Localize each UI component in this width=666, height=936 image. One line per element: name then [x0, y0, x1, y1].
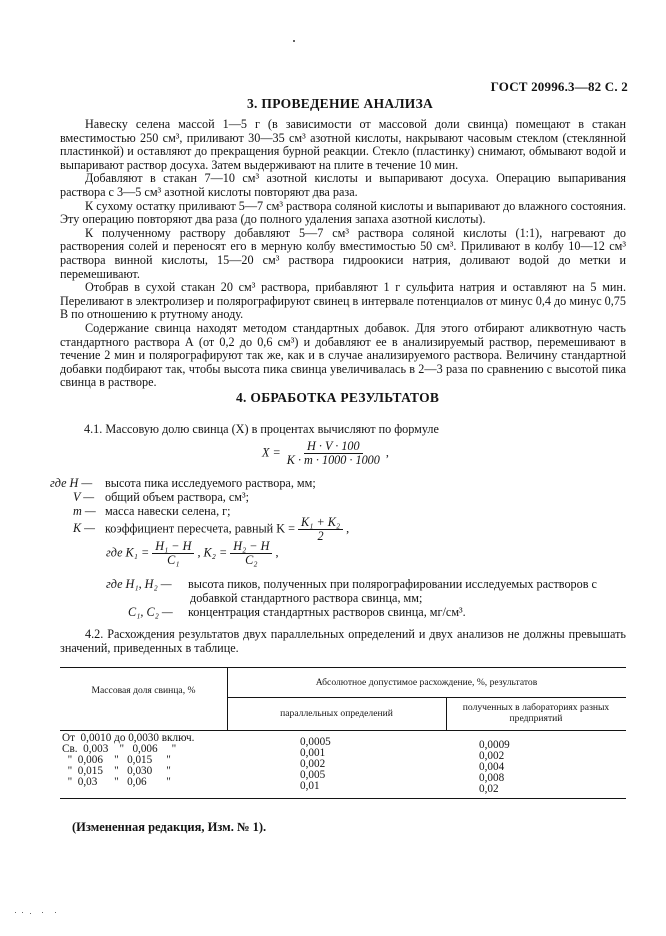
- section-4-title: 4. ОБРАБОТКА РЕЗУЛЬТАТОВ: [236, 390, 440, 405]
- definition-text: концентрация стандартных растворов свинца, мг/см³.: [188, 605, 466, 619]
- paragraph: К сухому остатку приливают 5—7 см³ раствора соляной кислоты и выпаривают до влажного состояния. Эту операцию повторяют два раза (до полного удаления запаха азотной кислоты).: [60, 198, 626, 227]
- tolerance-table: [60, 667, 626, 799]
- cell-parallel: 0,0005: [300, 736, 331, 748]
- scan-speck: [55, 912, 56, 913]
- paragraph: К полученному раствору добавляют 5—7 см³ раствора соляной кислоты (1:1), нагревают до растворения солей и переносят его в мерную колбу вместимостью 50 см³. Приливают в колбу 10—12 см³ раствора винной кислоты, 15—20 см³ раствора гидроокиси натрия, доливают водой до метки и перемешивают.: [60, 225, 626, 281]
- k2-denominator: C₂: [245, 553, 258, 567]
- cell-labs: 0,02: [479, 783, 499, 795]
- k1-label: где K₁ =: [106, 545, 150, 560]
- k-denominator: 2: [317, 529, 324, 543]
- k-numerator: K₁ + K₂: [298, 516, 343, 530]
- scan-speck: [30, 913, 31, 914]
- scan-speck: [42, 912, 43, 913]
- paragraph: Добавляют в стакан 7—10 см³ азотной кислоты и выпаривают досуха. Операцию выпаривания раствора с 3—5 см³ азотной кислоты повторяют два раза.: [60, 171, 626, 199]
- formula-fraction: [284, 440, 383, 467]
- header-mass-fraction: Массовая доля свинца, %: [91, 685, 196, 696]
- k2-label: , K₂ =: [197, 545, 228, 560]
- main-formula: [262, 440, 389, 467]
- cell-range: " 0,03 " 0,06 ": [62, 776, 171, 788]
- k-fraction: [298, 516, 343, 543]
- k2-numerator: H₂ − H: [230, 540, 272, 554]
- formula-denominator: K · m · 1000 · 1000: [286, 453, 380, 467]
- cell-parallel: 0,002: [300, 758, 326, 770]
- cell-parallel: 0,005: [300, 769, 326, 781]
- definition-symbol: K —: [73, 521, 96, 536]
- definition-symbol: где H₁, H₂ —: [106, 577, 172, 591]
- definition-v: [73, 490, 249, 505]
- definition-text: высота пика исследуемого раствора, мм;: [105, 476, 316, 490]
- k1-numerator: H₁ − H: [152, 540, 194, 554]
- definition-text: высота пиков, полученных при полярографировании исследуемых растворов с: [188, 577, 597, 591]
- definition-text: общий объем раствора, см³;: [105, 490, 249, 504]
- scan-speck: [15, 912, 16, 913]
- cell-labs: 0,0009: [479, 739, 510, 751]
- k2-fraction: [230, 540, 272, 567]
- formula-tail: ,: [385, 445, 389, 460]
- cell-range: " 0,006 " 0,015 ": [62, 754, 171, 766]
- cell-labs: 0,004: [479, 761, 505, 773]
- cell-range: От 0,0010 до 0,0030 включ.: [62, 732, 195, 744]
- formula-lhs: X =: [262, 445, 281, 460]
- cell-parallel: 0,001: [300, 747, 326, 759]
- k1-fraction: [152, 540, 194, 567]
- scan-speck: [22, 912, 23, 913]
- definition-k: [73, 516, 349, 543]
- k1-k2-formula: [106, 540, 278, 567]
- definition-c1-c2: [128, 605, 466, 620]
- header-abs-tolerance: Абсолютное допустимое расхождение, %, результатов: [315, 677, 538, 688]
- definition-symbol: C₁, C₂ —: [128, 605, 173, 619]
- cell-range: Св. 0,003 " 0,006 ": [62, 743, 177, 755]
- section-3-body: [60, 118, 626, 390]
- k12-tail: ,: [275, 545, 279, 560]
- k1-denominator: C₁: [167, 553, 180, 567]
- table-divider: [60, 730, 626, 731]
- paragraph-4-2: [60, 628, 626, 655]
- standard-code: ГОСТ 20996.3—82 С. 2: [490, 79, 628, 94]
- formula-numerator: H · V · 100: [304, 440, 363, 454]
- header-parallel: параллельных определений: [280, 708, 393, 719]
- table-divider: [227, 697, 626, 698]
- header-labs: полученных в лабораториях разных предприятий: [462, 702, 610, 724]
- cell-parallel: 0,01: [300, 780, 320, 792]
- definition-text: масса навески селена, г;: [105, 504, 231, 518]
- definition-h1-h2: [106, 577, 597, 592]
- definition-symbol: V —: [73, 490, 95, 504]
- section-3-title: 3. ПРОВЕДЕНИЕ АНАЛИЗА: [247, 96, 434, 111]
- definition-symbol: m —: [73, 504, 96, 518]
- paragraph: Содержание свинца находят методом стандартных добавок. Для этого отбирают аликвотную часть стандартного раствора А (от 0,2 до 0,6 см³) и добавляют ее в анализируемый раствор, перемешивают в течение 2 мин и полярографируют так же, как и в случае анализируемого раствора. Величину стандартной добавки подбирают так, чтобы высота пика свинца увеличивалась в 2—3 раза по сравнению с высотой пика свинца в растворе.: [60, 320, 626, 390]
- cell-range: " 0,015 " 0,030 ": [62, 765, 171, 777]
- cell-labs: 0,008: [479, 772, 505, 784]
- definition-text: коэффициент пересчета, равный K =: [105, 521, 295, 536]
- definition-symbol: где H —: [50, 476, 93, 490]
- paragraph-4-1: 4.1. Массовую долю свинца (X) в процентах вычисляют по формуле: [84, 422, 439, 436]
- scan-speck: [293, 40, 295, 42]
- paragraph: Отобрав в сухой стакан 20 см³ раствора, прибавляют 1 г сульфита натрия и оставляют на 5 мин. Переливают в электролизер и полярографируют свинец в интервале потенциалов от минус 0,4 до минус 0,75 В по отношению к ртутному аноду.: [60, 280, 626, 322]
- cell-labs: 0,002: [479, 750, 505, 762]
- amendment-note: (Измененная редакция, Изм. № 1).: [72, 820, 267, 834]
- paragraph: Навеску селена массой 1—5 г (в зависимости от массовой доли свинца) помещают в стакан вместимостью 250 см³, приливают 30—35 см³ азотной кислоты, накрывают часовым стеклом (стеклянной пластинкой) и оставляют до прекращения бурной реакции. Стекло (пластинку) снимают, обмывают водой и выпаривают раствор досуха. Затем выдерживают на плите в течение 10 мин.: [60, 117, 626, 172]
- k-tail: ,: [346, 521, 350, 536]
- definition-h1-h2-cont: добавкой стандартного раствора свинца, мм;: [190, 591, 423, 605]
- table-divider: [446, 697, 447, 730]
- paragraph: 4.2. Расхождения результатов двух параллельных определений и двух анализов не должны превышать значений, приведенных в таблице.: [60, 627, 626, 655]
- definition-h: [50, 476, 316, 491]
